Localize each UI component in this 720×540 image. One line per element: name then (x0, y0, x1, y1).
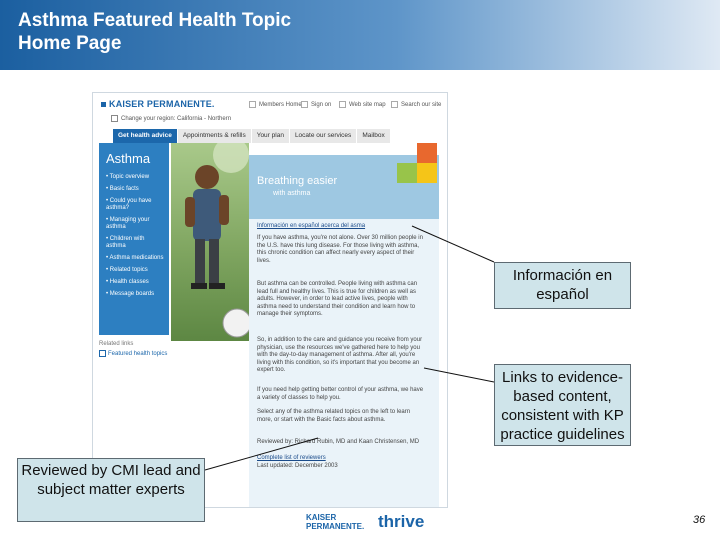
callout-reviewed: Reviewed by CMI lead and subject matter experts (17, 458, 205, 522)
sidebar-item-label: Message boards (109, 291, 155, 297)
pointer-reviewed (205, 438, 318, 470)
footer-logo-line1: KAISER (306, 513, 337, 522)
util-members-home-label: Members Home (259, 102, 302, 109)
sidebar-item-label: Could you have asthma? (106, 198, 152, 211)
sidebar-item-children[interactable]: • Children with asthma (106, 236, 145, 249)
util-search-label: Search our site (401, 102, 442, 109)
tab-health-advice[interactable]: Get health advice (113, 129, 178, 143)
banner-subtitle: with asthma (273, 190, 311, 197)
sidebar-item-topic-overview[interactable]: • Topic overview (106, 174, 150, 180)
banner-title: Breathing easier (257, 175, 338, 187)
tab-your-plan[interactable]: Your plan (252, 129, 290, 143)
paragraph-management: So, in addition to the care and guidance you receive from your physician, use the resources we've gathered here to help you with the day-to-day management of asthma. After all, you're living with this condition, so it's important that you become an expert too. (257, 337, 423, 373)
util-site-map-label: Web site map (349, 102, 386, 109)
callout-spanish: Información en español (494, 262, 631, 309)
slide-title: Asthma Featured Health Topic Home Page (18, 10, 292, 54)
sidebar-item-label: Topic overview (109, 174, 150, 180)
paragraph-select-topic: Select any of the asthma related topics on the left to learn more, or start with the Basic facts about asthma. (257, 409, 411, 423)
tab-mailbox[interactable]: Mailbox (357, 129, 390, 143)
reviewers-link[interactable]: Complete list of reviewers (257, 455, 326, 461)
footer-logo-line2: PERMANENTE. (306, 522, 365, 531)
callout-evidence: Links to evidence-based content, consistent with KP practice guidelines (494, 364, 631, 446)
sidebar-item-related-topics[interactable]: • Related topics (106, 267, 148, 273)
thrive-logo: thrive (378, 512, 425, 531)
sidebar-item-label: Asthma medications (109, 255, 164, 261)
sidebar-item-managing[interactable]: • Managing your asthma (106, 217, 150, 230)
sidebar-item-message-boards[interactable]: • Message boards (106, 291, 155, 297)
paragraph-classes: If you need help getting better control of your asthma, we have a variety of classes to help you. (257, 387, 424, 401)
sidebar-item-health-classes[interactable]: • Health classes (106, 279, 149, 285)
related-link-label: Featured health topics (108, 351, 168, 358)
sidebar-item-label: Managing your asthma (106, 217, 150, 230)
tab-appointments[interactable]: Appointments & refills (178, 129, 252, 143)
last-updated: Last updated: December 2003 (257, 463, 338, 469)
sidebar-item-label: Basic facts (109, 186, 139, 192)
paragraph-controlled: But asthma can be controlled. People living with asthma can lead full and healthy lives. This is true for children as well as adults. However, in order to lead active lives, people with asthma need to understand their condition and learn how to manage their symptoms. (257, 281, 418, 317)
region-label: Change your region: California - Northern (121, 116, 232, 123)
paragraph-intro: If you have asthma, you're not alone. Over 30 million people in the U.S. have this lung disease. For those living with asthma, this chronic condition can affect nearly every aspect of their lives. (257, 235, 423, 264)
reviewed-by: Reviewed by: Richard Rubin, MD and Kaan Christensen, MD (257, 439, 420, 445)
sidebar-item-medications[interactable]: • Asthma medications (106, 255, 164, 261)
page-number: 36 (693, 514, 706, 526)
sidebar-heading: Asthma (106, 151, 151, 166)
pointer-spanish (412, 226, 494, 262)
sidebar-item-label: Children with asthma (106, 236, 145, 249)
sidebar-item-label: Health classes (109, 279, 149, 285)
pointer-evidence (424, 368, 494, 382)
sidebar-item-could-you-have-asthma[interactable]: • Could you have asthma? (106, 198, 152, 211)
spanish-link[interactable]: Información en español acerca del asma (257, 223, 366, 229)
sidebar-item-label: Related topics (109, 267, 148, 273)
related-links-label: Related links (99, 341, 134, 347)
footer-kp-logo (306, 513, 364, 531)
sidebar-item-basic-facts[interactable]: • Basic facts (106, 186, 139, 192)
kp-logo-text: KAISER PERMANENTE. (109, 99, 215, 109)
tab-locate-services[interactable]: Locate our services (290, 129, 357, 143)
util-sign-on-label: Sign on (311, 102, 332, 109)
